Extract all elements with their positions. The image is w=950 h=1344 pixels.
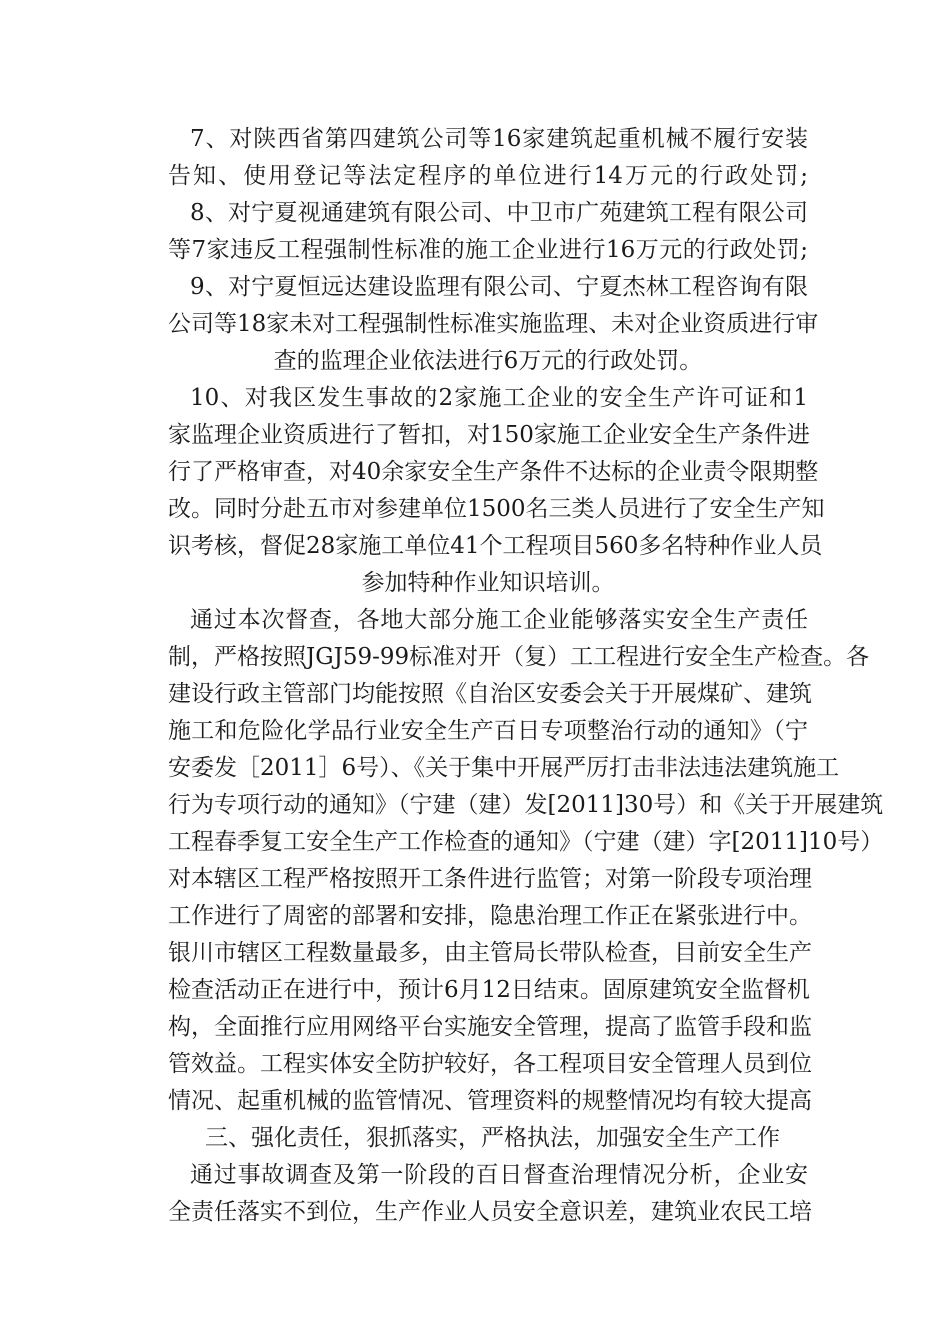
text-line: 10、对我区发生事故的2家施工企业的安全生产许可证和1 xyxy=(190,385,808,411)
text-line: 查的监理企业依法进行6万元的行政处罚。 xyxy=(273,348,703,374)
text-line: 行为专项行动的通知》（宁建（建）发[2011]30号）和《关于开展建筑 xyxy=(168,792,884,818)
text-line: 管效益。工程实体安全防护较好，各工程项目安全管理人员到位 xyxy=(168,1051,812,1077)
text-line: 等7家违反工程强制性标准的施工企业进行16万元的行政处罚; xyxy=(168,237,808,263)
text-line: 通过事故调查及第一阶段的百日督查治理情况分析，企业安 xyxy=(190,1162,808,1188)
text-line: 对本辖区工程严格按照开工条件进行监管；对第一阶段专项治理 xyxy=(168,866,812,892)
text-line: 参加特种作业知识培训。 xyxy=(361,570,615,596)
section-heading: 三、强化责任，狠抓落实，严格执法，加强安全生产工作 xyxy=(205,1125,780,1151)
text-line: 通过本次督查，各地大部分施工企业能够落实安全生产责任 xyxy=(190,607,808,633)
text-line: 告知、使用登记等法定程序的单位进行14万元的行政处罚; xyxy=(168,163,808,189)
text-line: 制，严格按照JGJ59-99标准对开（复）工工程进行安全生产检查。各 xyxy=(168,644,870,670)
text-line: 银川市辖区工程数量最多，由主管局长带队检查，目前安全生产 xyxy=(168,940,812,966)
text-line: 公司等18家未对工程强制性标准实施监理、未对企业资质进行审 xyxy=(168,311,819,337)
text-line: 行了严格审查，对40余家安全生产条件不达标的企业责令限期整 xyxy=(168,459,819,485)
text-line: 8、对宁夏视通建筑有限公司、中卫市广苑建筑工程有限公司 xyxy=(190,200,808,226)
text-line: 家监理企业资质进行了暂扣，对150家施工企业安全生产条件进 xyxy=(168,422,810,448)
text-line: 改。同时分赴五市对参建单位1500名三类人员进行了安全生产知 xyxy=(168,496,825,522)
text-line: 识考核，督促28家施工单位41个工程项目560多名特种作业人员 xyxy=(168,533,823,559)
text-line: 9、对宁夏恒远达建设监理有限公司、宁夏杰林工程咨询有限 xyxy=(190,274,808,300)
text-line: 施工和危险化学品行业安全生产百日专项整治行动的通知》（宁 xyxy=(168,718,808,744)
text-line: 全责任落实不到位，生产作业人员安全意识差，建筑业农民工培 xyxy=(168,1199,812,1225)
text-line: 7、对陕西省第四建筑公司等16家建筑起重机械不履行安装 xyxy=(190,126,808,152)
text-line: 工程春季复工安全生产工作检查的通知》（宁建（建）字[2011]10号） xyxy=(168,829,884,855)
text-line: 工作进行了周密的部署和安排，隐患治理工作正在紧张进行中。 xyxy=(168,903,812,929)
text-line: 情况、起重机械的监管情况、管理资料的规整情况均有较大提高 xyxy=(168,1088,812,1114)
text-line: 检查活动正在进行中，预计6月12日结束。固原建筑安全监督机 xyxy=(168,977,810,1003)
text-line: 建设行政主管部门均能按照《自治区安委会关于开展煤矿、建筑 xyxy=(168,681,812,707)
text-line: 安委发［2011］6号）、《关于集中开展严厉打击非法违法建筑施工 xyxy=(168,755,840,781)
text-line: 构，全面推行应用网络平台实施安全管理，提高了监管手段和监 xyxy=(168,1014,812,1040)
